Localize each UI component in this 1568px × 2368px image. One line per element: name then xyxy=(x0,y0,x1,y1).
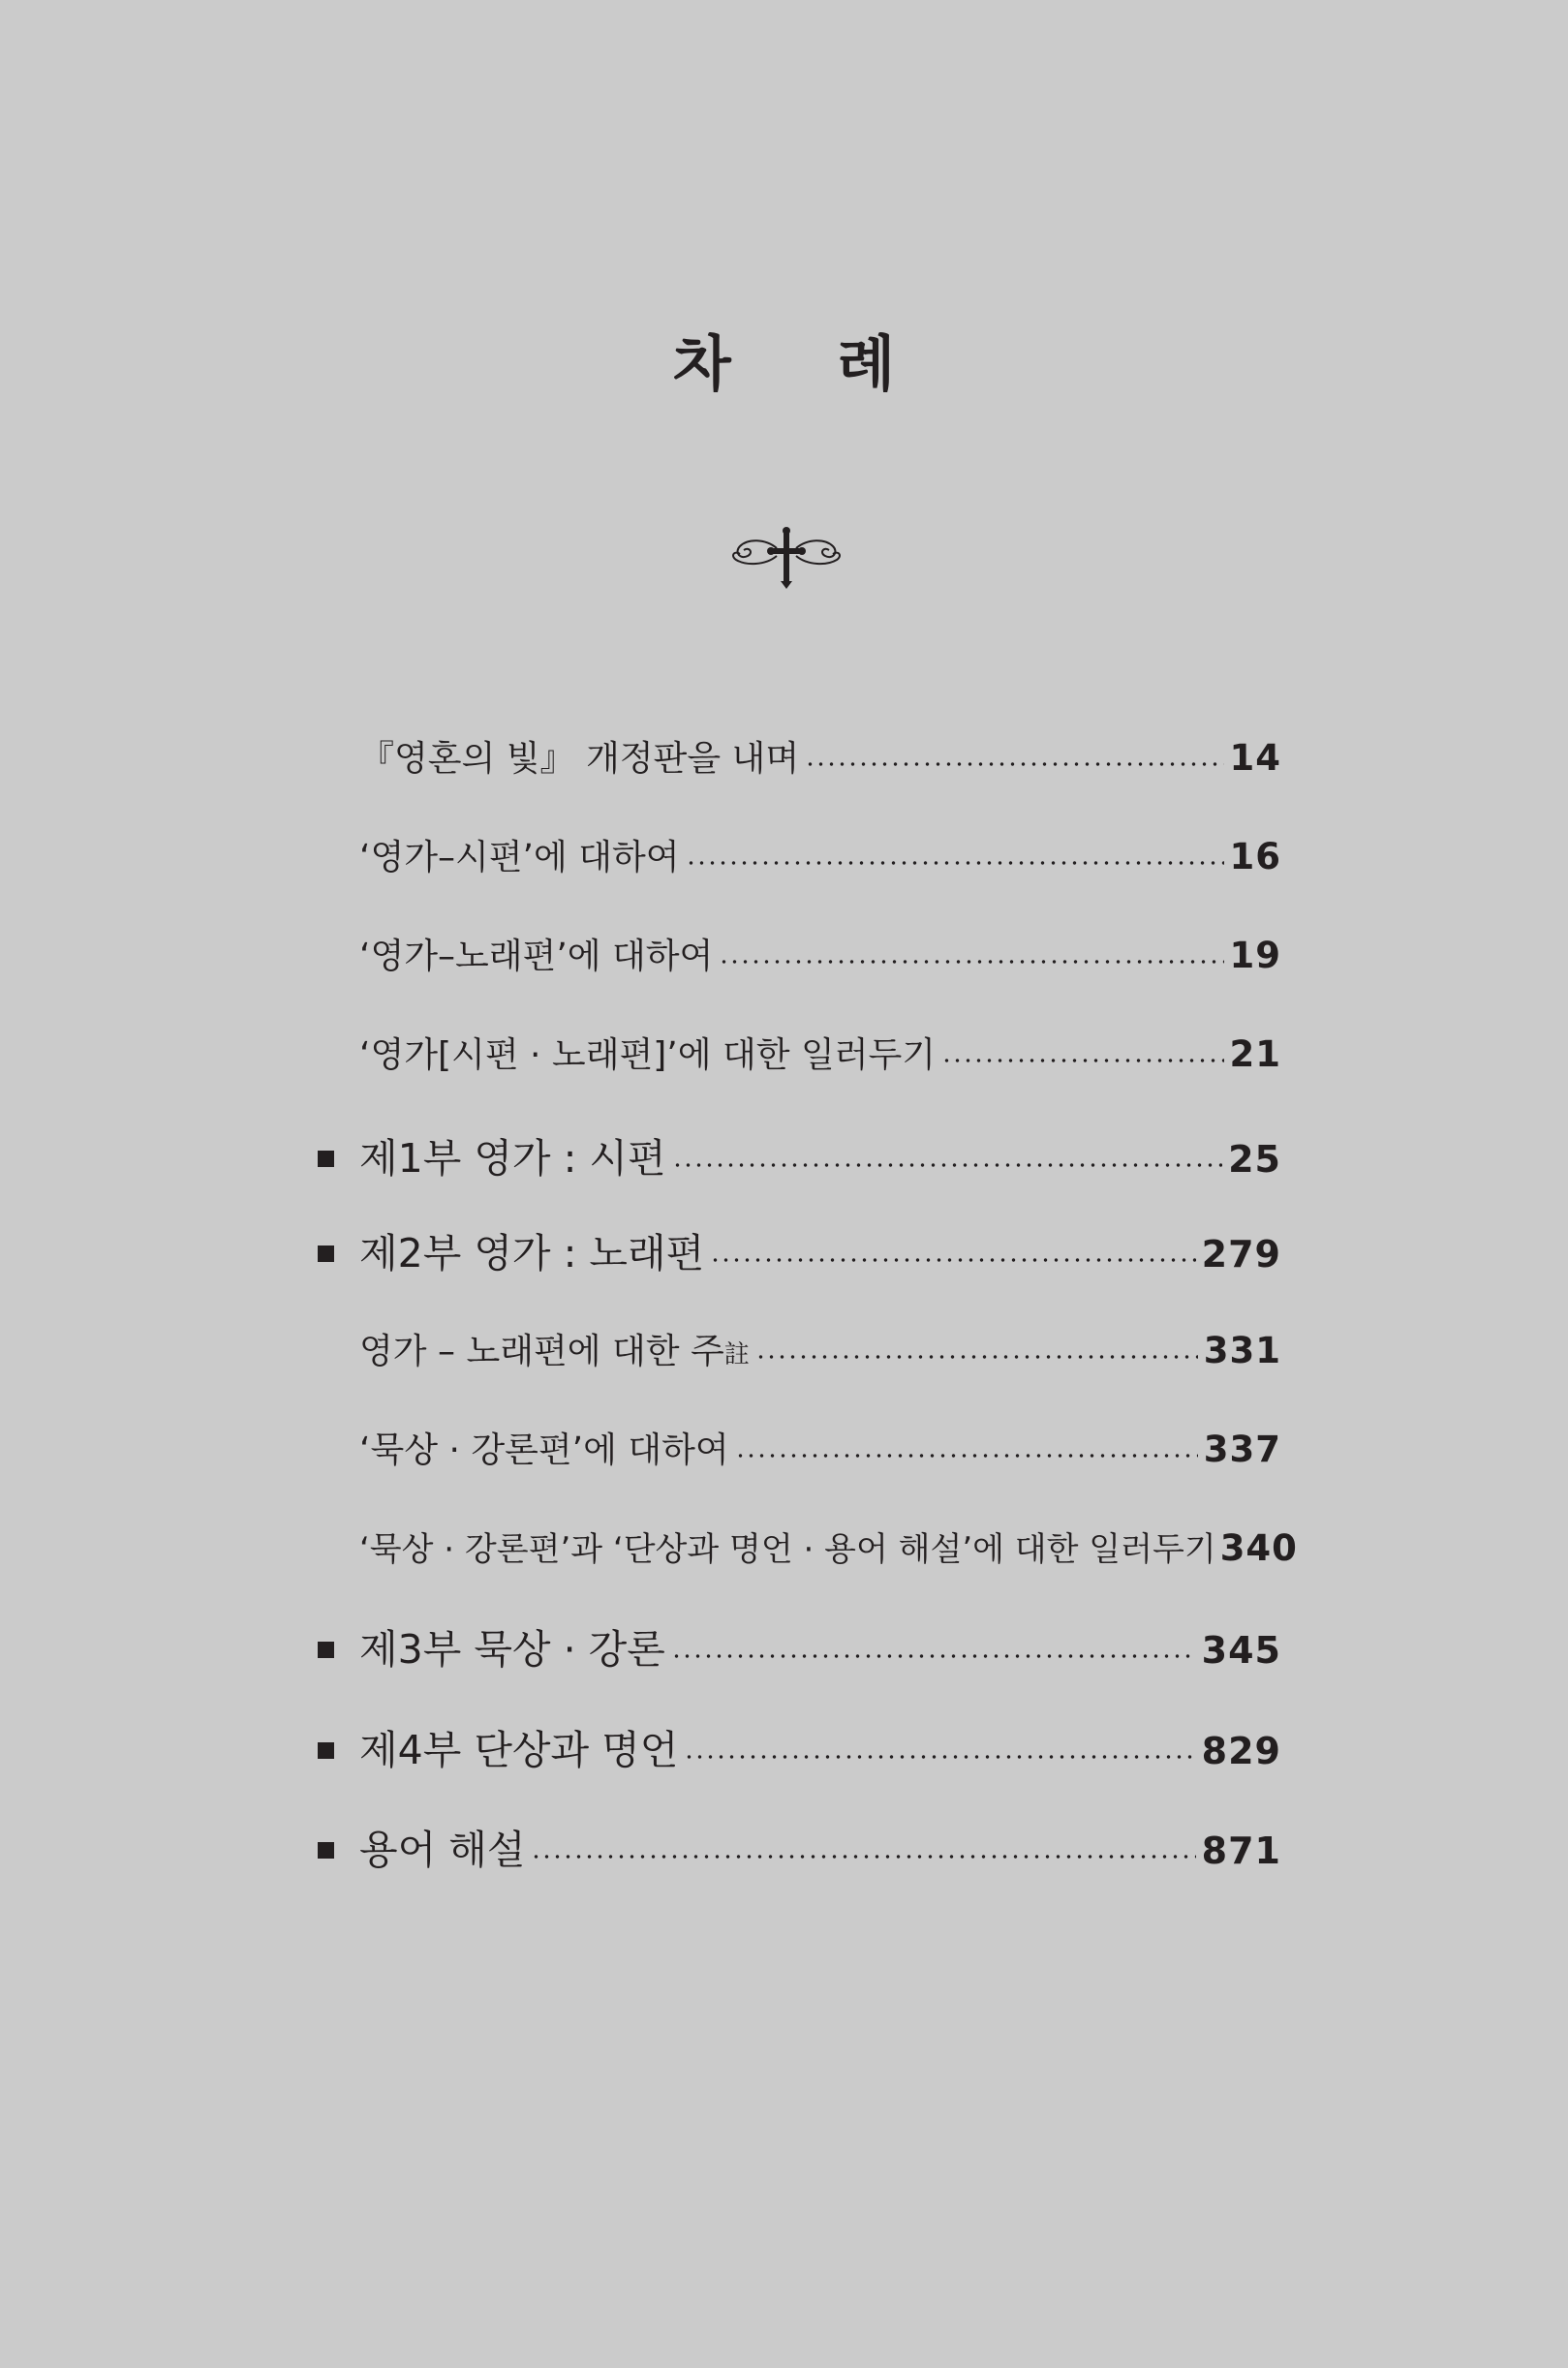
toc-part-entry[interactable] xyxy=(318,1626,1281,1673)
toc-entry-title: ‘묵상 · 강론편’과 ‘단상과 명언 · 용어 해설’에 대한 일러두기 xyxy=(359,1530,1216,1569)
toc-entry[interactable] xyxy=(359,1330,1281,1371)
toc-entry-page: 16 xyxy=(1229,836,1281,877)
dot-leader xyxy=(735,1452,1198,1460)
square-bullet-icon xyxy=(318,1642,334,1658)
toc-entry[interactable] xyxy=(359,836,1281,877)
dot-leader xyxy=(672,1161,1222,1169)
page-title: 차 례 xyxy=(672,328,938,399)
dot-leader xyxy=(671,1652,1196,1660)
dot-leader xyxy=(755,1353,1198,1361)
toc-part-entry[interactable] xyxy=(318,1135,1281,1182)
toc-entry-title: ‘영가–노래편’에 대하여 xyxy=(359,937,714,976)
toc-entry-title: 제3부 묵상 · 강론 xyxy=(359,1626,665,1673)
toc-entry[interactable] xyxy=(359,1431,1281,1468)
square-bullet-icon xyxy=(318,1842,334,1859)
toc-entry-page: 337 xyxy=(1203,1429,1281,1470)
toc-entry-title: 용어 해설 xyxy=(359,1827,526,1873)
toc-entry[interactable] xyxy=(359,1527,1298,1569)
dot-leader xyxy=(710,1256,1195,1264)
toc-entry-page: 25 xyxy=(1228,1138,1281,1181)
toc-entry-page: 14 xyxy=(1229,737,1281,779)
toc-entry-page: 871 xyxy=(1201,1830,1281,1872)
toc-entry-title: ‘영가–시편’에 대하여 xyxy=(359,838,680,877)
toc-entry-page: 331 xyxy=(1203,1330,1281,1371)
toc-entry-page: 21 xyxy=(1229,1033,1281,1075)
dot-leader xyxy=(941,1057,1223,1064)
dot-leader xyxy=(686,859,1224,867)
toc-entry-page: 279 xyxy=(1201,1233,1281,1276)
toc-entry-page: 829 xyxy=(1201,1730,1281,1772)
toc-entry-title-hanja: 註 xyxy=(723,1340,750,1369)
toc-entry-title: 제4부 단상과 명언 xyxy=(359,1727,679,1773)
dot-leader xyxy=(719,958,1223,966)
toc-entry[interactable] xyxy=(359,737,1281,779)
square-bullet-icon xyxy=(318,1246,334,1262)
dot-leader xyxy=(531,1853,1195,1861)
toc-entry-page: 340 xyxy=(1219,1527,1298,1569)
toc-entry-page: 345 xyxy=(1201,1629,1281,1672)
toc-entry[interactable] xyxy=(359,1033,1281,1075)
square-bullet-icon xyxy=(318,1742,334,1759)
dot-leader xyxy=(684,1753,1195,1761)
toc-entry-title xyxy=(359,1332,750,1371)
toc-entry-page: 19 xyxy=(1229,935,1281,976)
toc-entry-title: ‘영가[시편 · 노래편]’에 대한 일러두기 xyxy=(359,1035,937,1075)
toc-entry-title: 제2부 영가 : 노래편 xyxy=(359,1230,705,1276)
cross-flourish-icon xyxy=(726,521,846,589)
toc-entry-title: ‘묵상 · 강론편’에 대하여 xyxy=(359,1430,729,1470)
toc-entry[interactable] xyxy=(359,935,1281,976)
toc-part-entry[interactable] xyxy=(318,1827,1281,1873)
toc-part-entry[interactable] xyxy=(318,1230,1281,1276)
square-bullet-icon xyxy=(318,1151,334,1167)
toc-entry-title-text: 영가 – 노래편에 대한 주 xyxy=(359,1332,724,1371)
toc-part-entry[interactable] xyxy=(318,1727,1281,1773)
dot-leader xyxy=(805,760,1223,768)
toc-entry-title: 『영혼의 빛』 개정판을 내며 xyxy=(359,739,800,779)
toc-entry-title: 제1부 영가 : 시편 xyxy=(359,1135,666,1182)
